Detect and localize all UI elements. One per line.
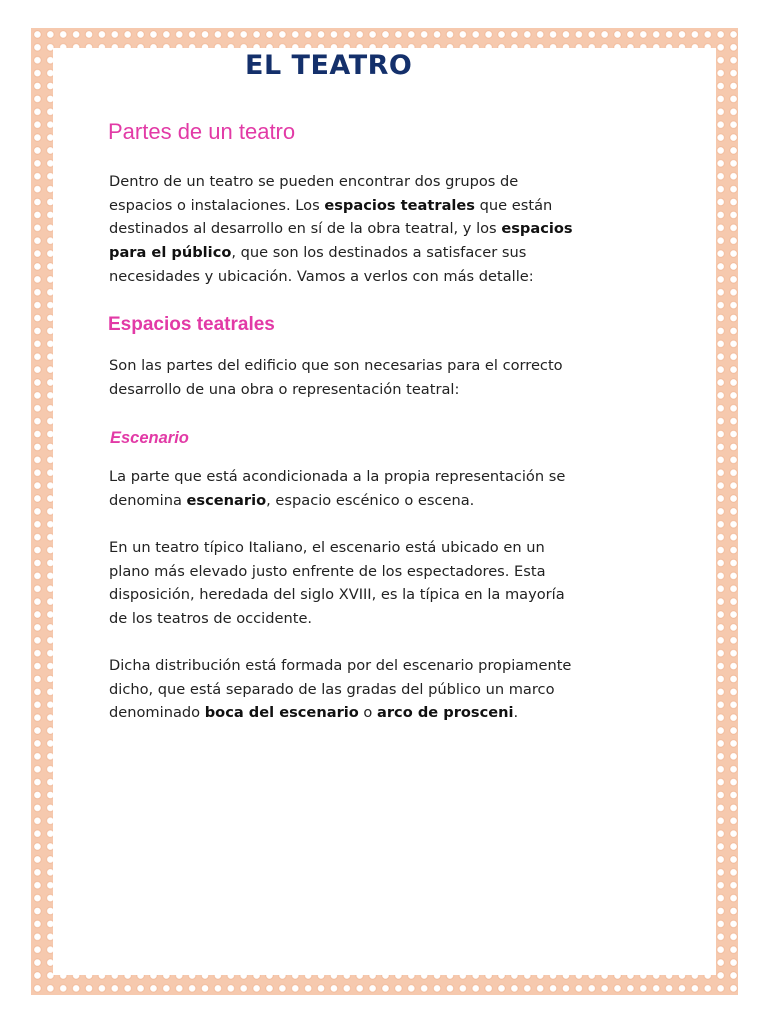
text-line	[109, 654, 571, 678]
text-line	[109, 378, 563, 402]
text-run: , espacio escénico o escena.	[266, 491, 475, 509]
text-line	[109, 465, 565, 489]
text-run: destinados al desarrollo en sí de la obra teatral, y los	[109, 220, 502, 238]
bold-term: para el público	[109, 244, 232, 262]
text-run: o	[358, 704, 378, 722]
section-heading: Partes de un teatro	[108, 119, 296, 144]
text-run: denomina	[109, 491, 187, 509]
text-line	[109, 170, 573, 194]
text-line	[109, 489, 565, 513]
escenario-paragraph-2	[109, 536, 565, 631]
subheading-espacios-teatrales: Espacios teatrales	[108, 314, 275, 335]
text-run: que están	[475, 196, 553, 214]
text-run: espacios o instalaciones. Los	[109, 196, 325, 214]
text-line	[109, 701, 571, 725]
text-run: .	[513, 704, 519, 722]
bold-term: boca del escenario	[204, 704, 359, 722]
text-line	[109, 265, 573, 289]
text-run: dicho, que está separado de las gradas del público un marco	[109, 680, 555, 698]
text-run: Dicha distribución está formada por del escenario propiamente	[109, 657, 572, 674]
text-run: Son las partes del edificio que son necesarias para el correcto	[109, 357, 563, 374]
text-line	[109, 194, 573, 218]
bold-term: espacios	[501, 220, 573, 238]
text-line	[109, 607, 565, 631]
escenario-paragraph-1	[109, 465, 565, 512]
document-title: EL TEATRO	[245, 50, 413, 81]
bold-term: arco de prosceni	[377, 704, 514, 722]
text-run: disposición, heredada del siglo XVIII, es la típica en la mayoría	[109, 586, 565, 604]
text-run: Dentro de un teatro se pueden encontrar dos grupos de	[109, 173, 519, 190]
text-run: necesidades y ubicación. Vamos a verlos con más detalle:	[109, 267, 534, 285]
text-run: de los teatros de occidente.	[109, 610, 313, 628]
bold-term: espacios teatrales	[324, 196, 475, 214]
text-run: desarrollo de una obra o representación teatral:	[109, 380, 460, 398]
text-run: , que son los destinados a satisfacer sus	[231, 244, 527, 262]
text-line	[109, 354, 563, 378]
text-line	[109, 536, 565, 560]
escenario-paragraph-3	[109, 654, 571, 725]
text-line	[109, 241, 573, 265]
text-run: En un teatro típico Italiano, el escenario está ubicado en un	[109, 539, 545, 556]
subheading-escenario: Escenario	[110, 429, 189, 447]
text-line	[109, 560, 565, 584]
espacios-teatrales-paragraph	[109, 354, 563, 401]
text-run: plano más elevado justo enfrente de los espectadores. Esta	[109, 562, 546, 580]
text-line	[109, 678, 571, 702]
text-line	[109, 217, 573, 241]
intro-paragraph	[109, 170, 573, 289]
text-run: denominado	[109, 704, 205, 722]
bold-term: escenario	[186, 491, 267, 509]
text-line	[109, 583, 565, 607]
text-run: La parte que está acondicionada a la propia representación se	[109, 468, 566, 485]
